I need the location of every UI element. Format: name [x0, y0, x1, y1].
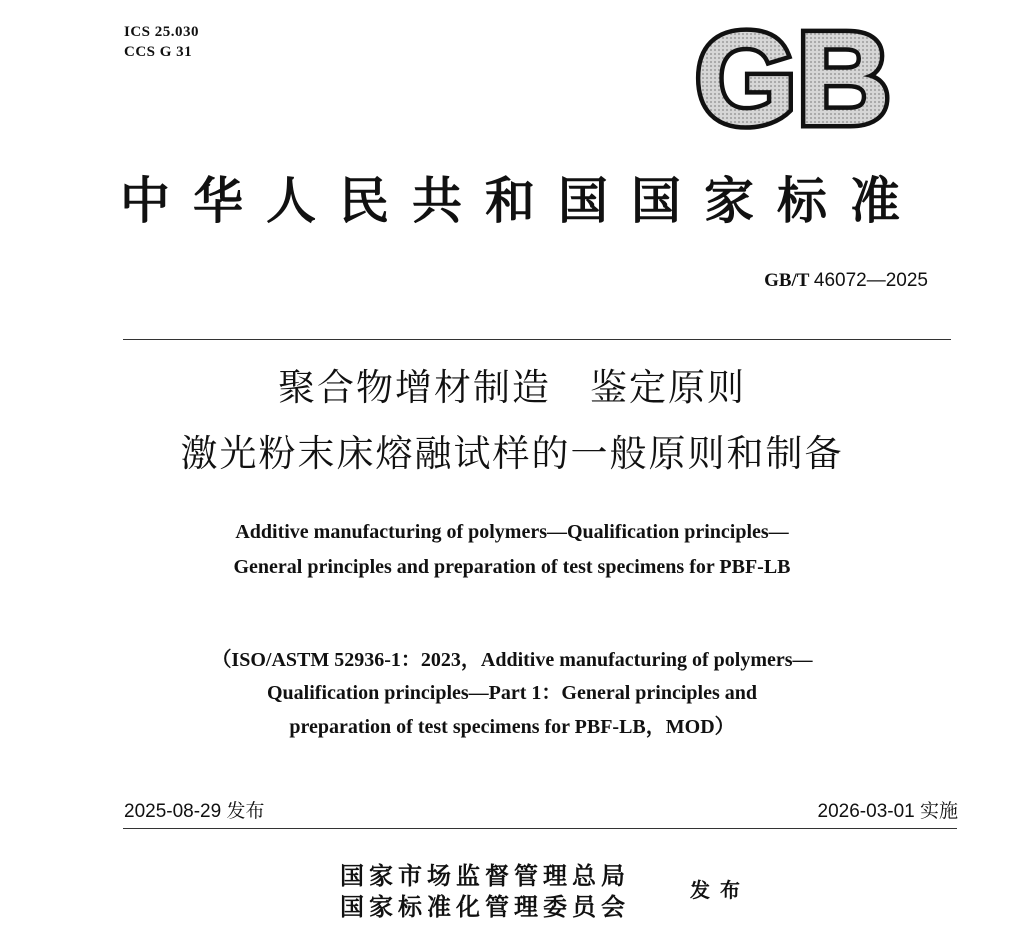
ics-code: ICS 25.030	[124, 24, 200, 40]
chinese-title-line-1: 聚合物增材制造 鉴定原则	[278, 366, 746, 409]
english-title-line-1: Additive manufacturing of polymers—Qualification principles—	[235, 521, 789, 543]
issue-date: 2025-08-29 发布	[124, 801, 265, 822]
implementation-date: 2026-03-01 实施	[817, 801, 958, 822]
publish-label: 发布	[690, 878, 750, 902]
chinese-title-line-2: 激光粉末床熔融试样的一般原则和制备	[180, 432, 844, 475]
top-divider	[123, 339, 951, 340]
issuer-samr: 国家市场监督管理总局	[340, 861, 630, 890]
classification-codes	[124, 22, 199, 62]
bottom-divider	[123, 828, 957, 829]
english-title-line-2: General principles and preparation of test specimens for PBF-LB	[233, 556, 791, 578]
issuing-organizations	[340, 860, 630, 922]
standard-number-value: 46072—2025	[813, 270, 928, 291]
gb-logo-text: GB	[695, 24, 891, 136]
gb-logo	[693, 24, 893, 136]
standard-number	[764, 270, 928, 292]
issuer-sac: 国家标准化管理委员会	[340, 892, 630, 921]
iso-reference-line-3: preparation of test specimens for PBF-LB，MOD）	[289, 716, 735, 738]
standard-prefix: GB/T	[764, 270, 810, 291]
iso-reference-line-1: （ISO/ASTM 52936-1：2023，Additive manufacturing of polymers—	[211, 649, 813, 671]
ccs-code: CCS G 31	[124, 44, 193, 60]
national-standard-title: 中华人民共和国国家标准	[120, 171, 923, 230]
iso-reference-line-2: Qualification principles—Part 1：General principles and	[267, 682, 757, 704]
